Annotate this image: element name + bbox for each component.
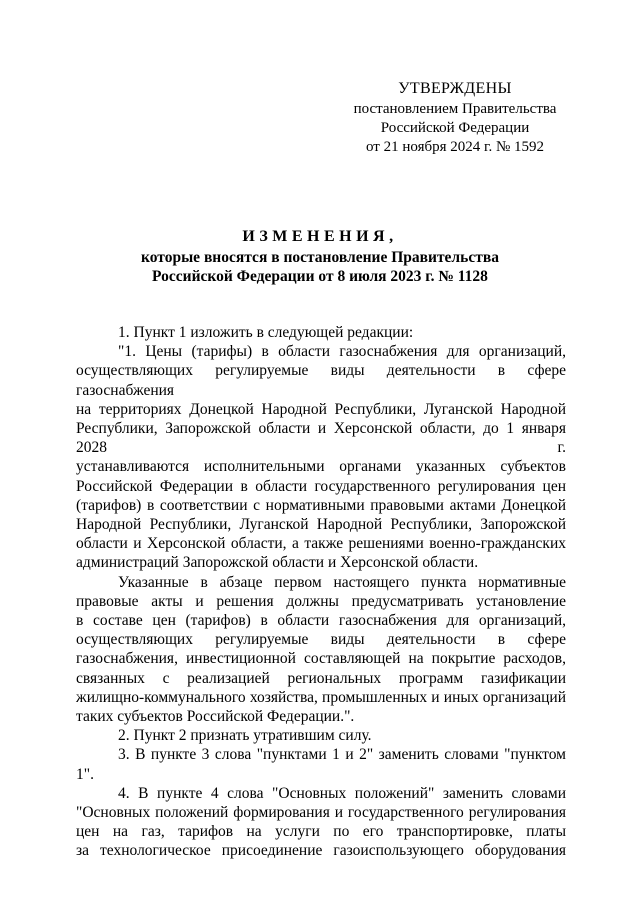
text-line: администраций Запорожской области и Херсонской области. bbox=[76, 554, 479, 572]
approval-stamp bbox=[345, 78, 565, 157]
text-line: Указанные в абзаце первом настоящего пункта нормативные bbox=[118, 573, 566, 591]
text-line: правовые акты и решения должны предусматривать установление bbox=[76, 592, 566, 610]
text-line: за технологическое присоединение газоиспользующего оборудования bbox=[76, 842, 566, 860]
document-subtitle: которые вносятся в постановление Правительства bbox=[141, 249, 499, 266]
text-line: таких субъектов Российской Федерации.". bbox=[76, 708, 355, 726]
text-line: жилищно-коммунального хозяйства, промышленных и иных организаций bbox=[76, 688, 566, 706]
text-line: 1. Пункт 1 изложить в следующей редакции: bbox=[118, 324, 414, 341]
approval-date: от 21 ноября 2024 г. № 1592 bbox=[365, 139, 545, 155]
approval-line: постановлением Правительства bbox=[353, 101, 557, 117]
text-line: на территориях Донецкой Народной Республики, Луганской Народной bbox=[76, 400, 566, 418]
text-line: цен на газ, тарифов на услуги по его транспортировке, платы bbox=[76, 823, 566, 841]
text-line: осуществляющих регулируемые виды деятельности в сфере bbox=[76, 631, 566, 649]
document-subtitle: Российской Федерации от 8 июля 2023 г. № 1128 bbox=[152, 268, 488, 285]
document-title: ИЗМЕНЕНИЯ, bbox=[242, 228, 398, 245]
text-line: области и Херсонской области, а также решениями военно-гражданских bbox=[76, 535, 566, 553]
text-line: газоснабжения, инвестиционной составляющей на покрытие расходов, bbox=[76, 650, 566, 668]
text-line: устанавливаются исполнительными органами указанных субъектов bbox=[76, 458, 566, 476]
text-line: Народной Республики, Луганской Народной Республики, Запорожской bbox=[76, 516, 566, 534]
approval-title: УТВЕРЖДЕНЫ bbox=[398, 80, 512, 97]
text-line: (тарифов) в соответствии с нормативными правовыми актами Донецкой bbox=[76, 496, 566, 514]
approval-line: Российской Федерации bbox=[380, 120, 530, 136]
text-line: "Основных положений формирования и государственного регулирования bbox=[76, 804, 566, 822]
text-line: 3. В пункте 3 слова "пунктами 1 и 2" заменить словами "пунктом 1". bbox=[76, 746, 566, 783]
text-line: Российской Федерации в области государственного регулирования цен bbox=[76, 477, 566, 495]
text-line: осуществляющих регулируемые виды деятельности в сфере газоснабжения bbox=[76, 362, 566, 399]
text-line: 4. В пункте 4 слова "Основных положений" заменить словами bbox=[118, 784, 566, 802]
text-line: связанных с реализацией региональных программ газификации bbox=[76, 669, 566, 687]
text-line: Республики, Запорожской области и Херсонской области, до 1 января 2028 г. bbox=[76, 420, 566, 457]
text-line: 2. Пункт 2 признать утратившим силу. bbox=[118, 727, 372, 745]
document-body bbox=[76, 323, 566, 861]
text-line: "1. Цены (тарифы) в области газоснабжения для организаций, bbox=[118, 343, 566, 361]
text-line: в составе цен (тарифов) в области газоснабжения для организаций, bbox=[76, 612, 566, 630]
